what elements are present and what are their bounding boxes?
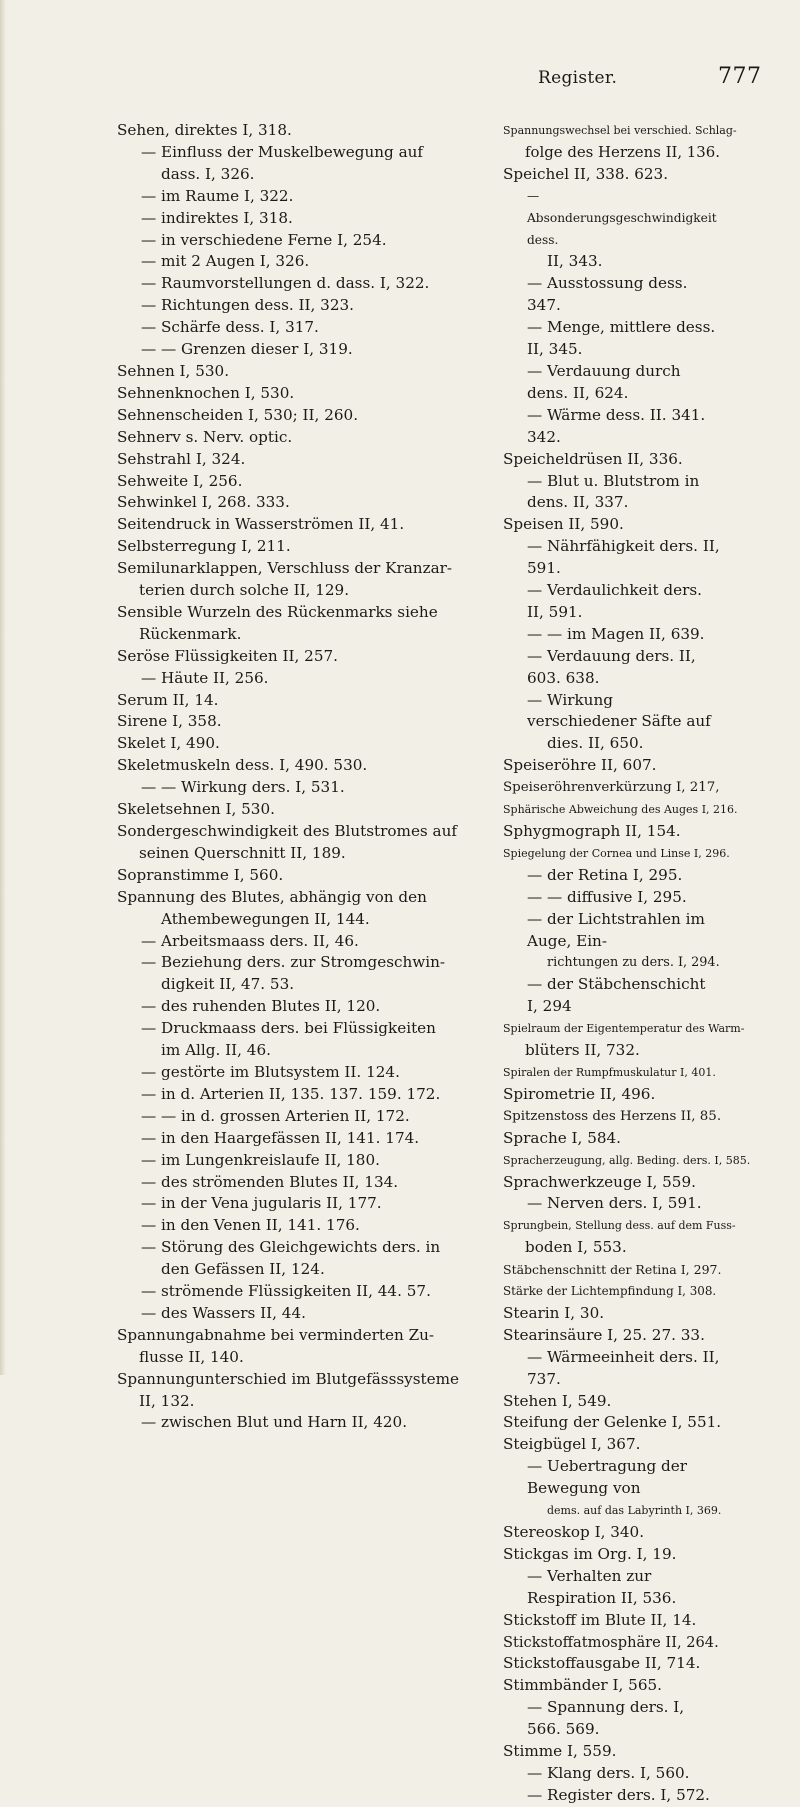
index-entry: richtungen zu ders. I, 294. [547, 955, 720, 971]
index-entry: — Einfluss der Muskelbewegung auf [141, 142, 424, 161]
index-entry: — strömende Flüssigkeiten II, 44. 57. [141, 1282, 431, 1301]
index-entry: — Druckmaass ders. bei Flüssigkeiten [141, 1019, 436, 1038]
index-entry: — Uebertragung der Bewegung von [527, 1457, 687, 1498]
page-number: 777 [718, 64, 762, 89]
index-entry: Speiseröhre II, 607. [503, 756, 657, 775]
index-entry: — Richtungen dess. II, 323. [141, 296, 355, 315]
index-entry: — Verdauung durch dens. II, 624. [527, 361, 681, 402]
index-entry: Spannungswechsel bei verschied. Schlag- [503, 124, 737, 137]
index-entry: dems. auf das Labyrinth I, 369. [547, 1504, 722, 1518]
index-entry: Spielraum der Eigentemperatur des Warm- [503, 1022, 745, 1036]
running-title: Register. [538, 68, 618, 88]
index-entry: — in den Venen II, 141. 176. [141, 1216, 360, 1235]
index-entry: den Gefässen II, 124. [161, 1260, 325, 1279]
index-entry: Semilunarklappen, Verschluss der Kranzar- [117, 559, 453, 578]
index-entry: flusse II, 140. [139, 1347, 244, 1366]
index-entry: Stimme I, 559. [503, 1742, 617, 1761]
index-entry: Skelet I, 490. [117, 734, 220, 753]
index-entry: II, 343. [547, 252, 603, 271]
index-entry: — Wärme dess. II. 341. 342. [527, 405, 706, 446]
index-entry: — der Stäbchenschicht I, 294 [527, 975, 706, 1016]
index-entry: Sprache I, 584. [503, 1128, 622, 1147]
index-entry: Selbsterregung I, 211. [117, 537, 291, 556]
index-entry: — Wirkung verschiedener Säfte auf [527, 690, 711, 731]
index-entry: Spannung des Blutes, abhängig von den [117, 887, 427, 906]
index-entry: Stickgas im Org. I, 19. [503, 1544, 677, 1563]
index-entry: II, 132. [139, 1391, 195, 1410]
index-entry: Skeletmuskeln dess. I, 490. 530. [117, 756, 368, 775]
index-entry: Spirometrie II, 496. [503, 1084, 656, 1103]
index-entry: Stereoskop I, 340. [503, 1523, 645, 1541]
index-entry: folge des Herzens II, 136. [525, 142, 720, 161]
index-entry: Speiseröhrenverkürzung I, 217, [503, 780, 720, 796]
index-entry: — Absonderungsgeschwindigkeit dess. [527, 188, 717, 247]
index-entry: seinen Querschnitt II, 189. [139, 843, 346, 862]
index-entry: Sehnerv s. Nerv. optic. [117, 427, 293, 446]
index-entry: Sehen, direktes I, 318. [117, 121, 292, 139]
index-entry: — der Retina I, 295. [527, 865, 683, 884]
index-entry: — Raumvorstellungen d. dass. I, 322. [141, 274, 430, 293]
index-entry: — — im Magen II, 639. [527, 624, 705, 643]
index-entry: Sopranstimme I, 560. [117, 865, 284, 884]
index-column-right [503, 120, 751, 1807]
index-entry: im Allg. II, 46. [161, 1041, 271, 1060]
index-entry: digkeit II, 47. 53. [161, 975, 295, 994]
index-entry: Speisen II, 590. [503, 515, 624, 534]
index-entry: Stickstoffausgabe II, 714. [503, 1654, 701, 1673]
index-entry: Sphärische Abweichung des Auges I, 216. [503, 803, 738, 817]
index-entry: Rückenmark. [139, 624, 242, 643]
index-entry: — Nährfähigkeit ders. II, 591. [527, 537, 720, 578]
index-entry: — der Lichtstrahlen im Auge, Ein- [527, 909, 705, 950]
index-entry: Stärke der Lichtempfindung I, 308. [503, 1284, 717, 1299]
index-entry: Stimmbänder I, 565. [503, 1676, 662, 1695]
index-entry: Sondergeschwindigkeit des Blutstromes auf [117, 822, 458, 840]
index-entry: Skeletsehnen I, 530. [117, 800, 275, 819]
index-entry: — Klang ders. I, 560. [527, 1763, 690, 1782]
index-entry: — im Lungenkreislaufe II, 180. [141, 1150, 380, 1169]
index-entry: Spannungunterschied im Blutgefässsysteme [117, 1369, 460, 1388]
index-entry: — in der Vena jugularis II, 177. [141, 1194, 382, 1213]
index-entry: Sehweite I, 256. [117, 471, 243, 490]
index-entry: Seitendruck in Wasserströmen II, 41. [117, 515, 405, 534]
index-entry: boden I, 553. [525, 1238, 627, 1257]
index-entry: — in d. Arterien II, 135. 137. 159. 172. [141, 1084, 441, 1103]
page-edge-shadow [0, 0, 6, 1375]
index-entry: Seröse Flüssigkeiten II, 257. [117, 646, 338, 665]
index-entry: — Nerven ders. I, 591. [527, 1194, 702, 1213]
index-entry: — des strömenden Blutes II, 134. [141, 1172, 399, 1191]
index-entry: Stehen I, 549. [503, 1391, 612, 1410]
index-entry: terien durch solche II, 129. [139, 581, 350, 600]
index-entry: dies. II, 650. [547, 734, 644, 753]
index-entry: — mit 2 Augen I, 326. [141, 252, 310, 271]
index-entry: — Verdaulichkeit ders. II, 591. [527, 581, 702, 621]
index-entry: Athembewegungen II, 144. [161, 909, 370, 928]
index-entry: Spiralen der Rumpfmuskulatur I, 401. [503, 1065, 716, 1079]
index-entry: Stearinsäure I, 25. 27. 33. [503, 1325, 705, 1344]
index-entry: — Blut u. Blutstrom in dens. II, 337. [527, 471, 700, 512]
index-entry: — des Wassers II, 44. [141, 1303, 306, 1322]
index-entry: Sehstrahl I, 324. [117, 449, 246, 468]
index-entry: — Häute II, 256. [141, 668, 269, 687]
index-entry: Sprachwerkzeuge I, 559. [503, 1172, 696, 1191]
index-entry: Steifung der Gelenke I, 551. [503, 1413, 722, 1432]
index-entry: — Beziehung ders. zur Stromgeschwin- [141, 953, 446, 972]
index-entry: — Arbeitsmaass ders. II, 46. [141, 931, 359, 950]
index-entry: Stickstoff im Blute II, 14. [503, 1610, 697, 1629]
index-entry: Stickstoffatmosphäre II, 264. [503, 1633, 719, 1651]
index-entry: Sensible Wurzeln des Rückenmarks siehe [117, 602, 438, 621]
index-entry: Spitzenstoss des Herzens II, 85. [503, 1108, 722, 1124]
index-entry: Stearin I, 30. [503, 1303, 605, 1322]
index-entry: Sehnenscheiden I, 530; II, 260. [117, 405, 359, 424]
index-entry: — — Wirkung ders. I, 531. [141, 778, 345, 797]
page-header [0, 64, 800, 98]
index-entry: — Spannung ders. I, 566. 569. [527, 1698, 685, 1739]
index-entry: — im Raume I, 322. [141, 186, 294, 205]
index-entry: — Störung des Gleichgewichts ders. in [141, 1238, 441, 1257]
index-entry: — — in d. grossen Arterien II, 172. [141, 1106, 410, 1125]
index-entry: — Register ders. I, 572. [527, 1785, 710, 1804]
index-entry: — Verdauung ders. II, 603. 638. [527, 646, 696, 687]
index-entry: — gestörte im Blutsystem II. 124. [141, 1062, 400, 1081]
index-entry: — des ruhenden Blutes II, 120. [141, 997, 381, 1016]
index-entry: — Wärmeeinheit ders. II, 737. [527, 1347, 720, 1388]
index-entry: — Schärfe dess. I, 317. [141, 318, 319, 337]
index-entry: blüters II, 732. [525, 1041, 640, 1060]
index-entry: — Verhalten zur Respiration II, 536. [527, 1566, 677, 1607]
index-entry: Sirene I, 358. [117, 712, 222, 731]
index-entry: Sphygmograph II, 154. [503, 822, 681, 840]
index-entry: Speichel II, 338. 623. [503, 164, 669, 183]
index-entry: — in verschiedene Ferne I, 254. [141, 230, 387, 249]
index-entry: — Ausstossung dess. 347. [527, 274, 688, 315]
index-entry: — zwischen Blut und Harn II, 420. [141, 1413, 408, 1432]
index-entry: — indirektes I, 318. [141, 208, 293, 227]
index-entry: dass. I, 326. [161, 164, 255, 183]
index-entry: Spiegelung der Cornea und Linse I, 296. [503, 846, 730, 860]
index-entry: Sehwinkel I, 268. 333. [117, 493, 290, 512]
index-entry: Spannungabnahme bei verminderten Zu- [117, 1325, 435, 1344]
index-entry: — in den Haargefässen II, 141. 174. [141, 1128, 420, 1147]
index-entry: Speicheldrüsen II, 336. [503, 449, 683, 468]
index-entry: Serum II, 14. [117, 690, 219, 709]
index-entry: — Menge, mittlere dess. II, 345. [527, 318, 716, 359]
index-entry: Steigbügel I, 367. [503, 1435, 641, 1454]
index-entry: Spracherzeugung, allg. Beding. ders. I, 585. [503, 1153, 751, 1167]
index-column-left [117, 120, 489, 1434]
index-entry: Sehnenknochen I, 530. [117, 383, 295, 402]
index-entry: Sehnen I, 530. [117, 361, 230, 380]
index-entry: — — diffusive I, 295. [527, 887, 687, 906]
index-entry: Sprungbein, Stellung dess. auf dem Fuss- [503, 1219, 736, 1233]
index-entry: — — Grenzen dieser I, 319. [141, 340, 353, 359]
index-entry: Stäbchenschnitt der Retina I, 297. [503, 1262, 722, 1278]
